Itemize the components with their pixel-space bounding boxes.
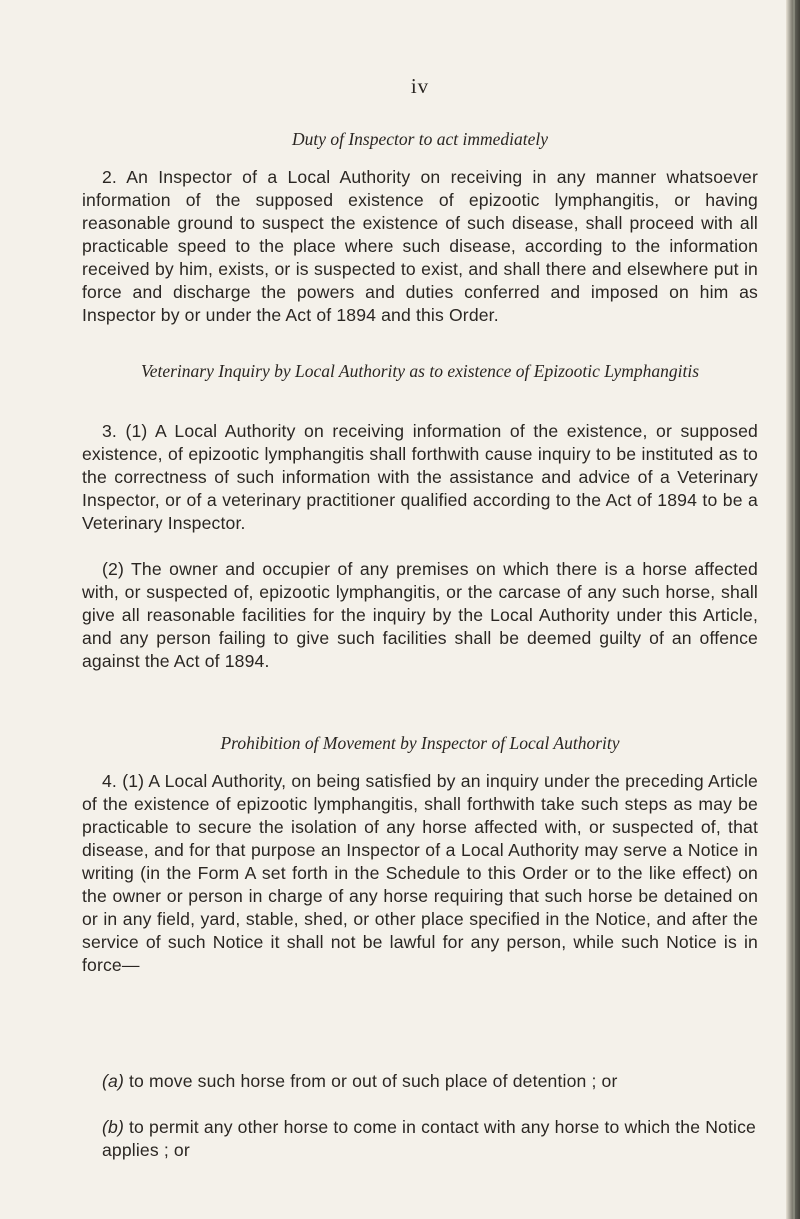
list-item — [102, 1070, 758, 1093]
paragraph: 3. (1) A Local Authority on receiving information of the existence, or supposed existence, of epizootic lymphangitis shall forthwith cause inquiry to be instituted as to the correctness of such information with the assistance and advice of a Veterinary Inspector, or of a veterinary practitioner qualified according to the Act of 1894 to be a Veterinary Inspector. — [82, 421, 758, 533]
section-heading: Duty of Inspector to act immediately — [291, 129, 549, 149]
list-item — [102, 1116, 758, 1162]
section-heading: Veterinary Inquiry by Local Authority as to existence of Epizootic Lymphangitis — [140, 361, 700, 381]
list-item-text: to move such horse from or out of such place of detention ; or — [129, 1071, 618, 1091]
list-item-label: (b) — [102, 1117, 124, 1137]
page-number: iv — [410, 74, 430, 98]
page-binding-highlight — [793, 0, 795, 1219]
section-heading: Prohibition of Movement by Inspector of Local Authority — [220, 733, 620, 753]
paragraph: 4. (1) A Local Authority, on being satisfied by an inquiry under the preceding Article of the existence of epizootic lymphangitis, shall forthwith take such steps as may be practicable to secure the isolation of any horse affected with, or suspected of, that disease, and for that purpose an Inspector of a Local Authority may serve a Notice in writing (in the Form A set forth in the Schedule to this Order or to the like effect) on the owner or person in charge of any horse requiring that such horse be detained on or in any field, yard, stable, shed, or other place specified in the Notice, and after the service of such Notice it shall not be lawful for any person, while such Notice is in force— — [82, 771, 758, 975]
list-item-text: to permit any other horse to come in contact with any horse to which the Notice applies ; or — [102, 1117, 756, 1160]
paragraph: 2. An Inspector of a Local Authority on receiving in any manner whatsoever information of the supposed existence of epizootic lymphangitis, or having reasonable ground to suspect the existence of such disease, shall proceed with all practicable speed to the place where such disease, according to the information received by him, exists, or is suspected to exist, and shall there and elsewhere put in force and discharge the powers and duties conferred and imposed on him as Inspector by or under the Act of 1894 and this Order. — [82, 167, 758, 325]
list-item-label: (a) — [102, 1071, 124, 1091]
paragraph: (2) The owner and occupier of any premises on which there is a horse affected with, or suspected of, epizootic lymphangitis, or the carcase of any such horse, shall give all reasonable facilities for the inquiry by the Local Authority under this Article, and any person failing to give such facilities shall be deemed guilty of an offence against the Act of 1894. — [82, 559, 758, 671]
